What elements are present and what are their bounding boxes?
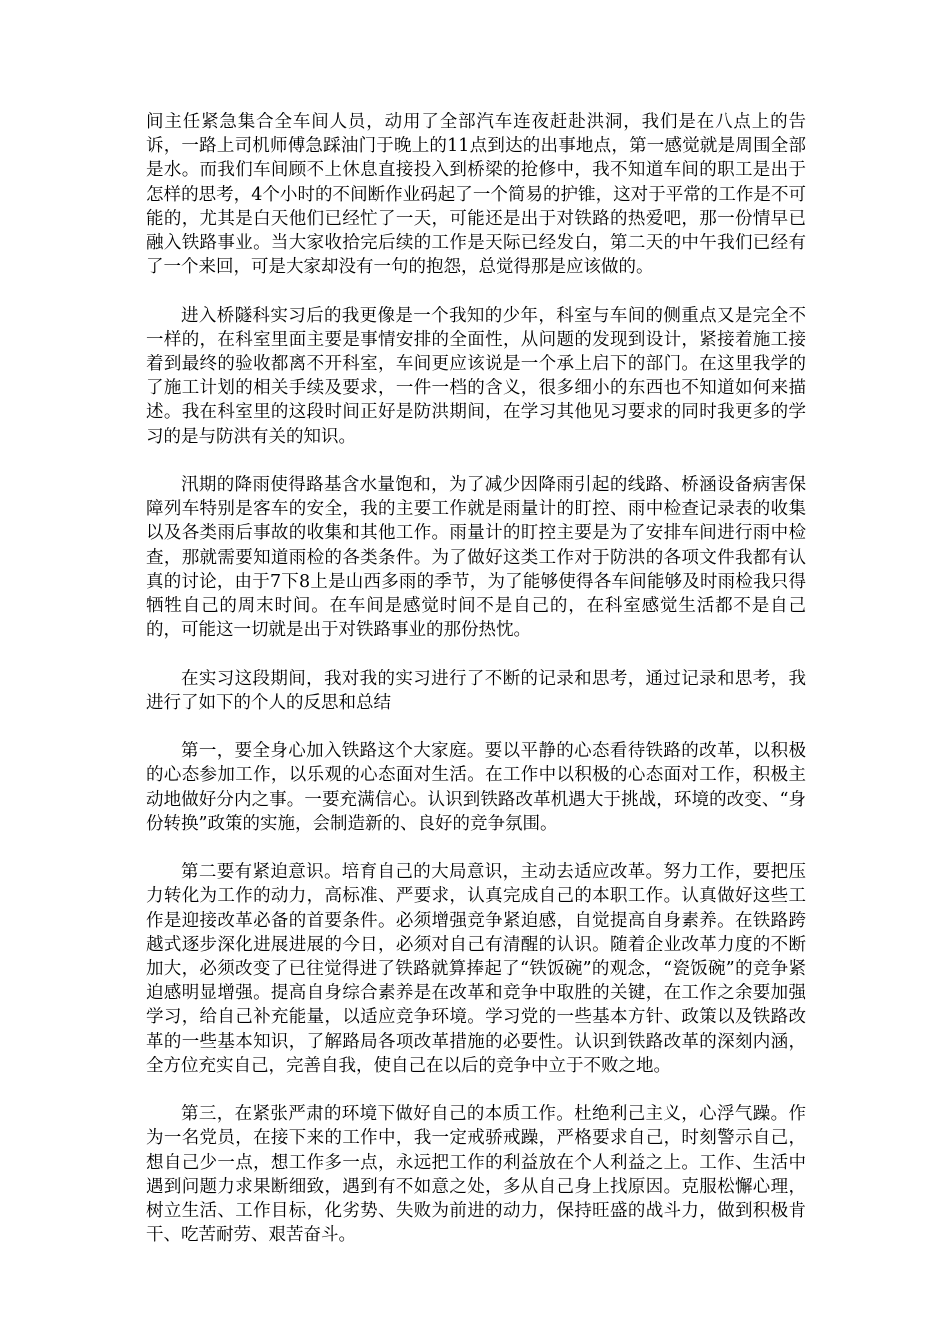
paragraph-4: 在实习这段期间，我对我的实习进行了不断的记录和思考，通过记录和思考，我进行了如下的个人的反思和总结 — [146, 668, 806, 713]
paragraph-7: 第三，在紧张严肃的环境下做好自己的本质工作。杜绝利己主义，心浮气躁。作为一名党员，在接下来的工作中，我一定戒骄戒躁，严格要求自己，时刻警示自己，想自己少一点，想工作多一点，永远把工作的利益放在个人利益之上。工作、生活中遇到问题力求果断细致，遇到有不如意之处，多从自己身上找原因。克服松懈心理，树立生活、工作目标，化劣势、失败为前进的动力，保持旺盛的战斗力，做到积极肯干、吃苦耐劳、艰苦奋斗。 — [146, 1104, 806, 1246]
paragraph-2: 进入桥隧科实习后的我更像是一个我知的少年，科室与车间的侧重点又是完全不一样的，在科室里面主要是事情安排的全面性，从问题的发现到设计，紧接着施工接着到最终的验收都离不开科室，车间更应该说是一个承上启下的部门。在这里我学的了施工计划的相关手续及要求，一件一档的含义，很多细小的东西也不知道如何来描述。我在科室里的这段时间正好是防洪期间，在学习其他见习要求的同时我更多的学习的是与防洪有关的知识。 — [146, 305, 806, 447]
paragraph-6: 第二要有紧迫意识。培育自己的大局意识，主动去适应改革。努力工作，要把压力转化为工作的动力，高标准、严要求，认真完成自己的本职工作。认真做好这些工作是迎接改革必备的首要条件。必须增强竞争紧迫感，自觉提高自身素养。在铁路跨越式逐步深化进展进展的今日，必须对自己有清醒的认识。随着企业改革力度的不断加大，必须改变了已往觉得进了铁路就算捧起了“铁饭碗”的观念，“瓷饭碗”的竞争紧迫感明显增强。提高自身综合素养是在改革和竞争中取胜的关键，在工作之余要加强学习，给自己补充能量，以适应竞争环境。学习党的一些基本方针、政策以及铁路改革的一些基本知识，了解路局各项改革措施的必要性。认识到铁路改革的深刻内涵，全方位充实自己，完善自我，使自己在以后的竞争中立于不败之地。 — [146, 862, 806, 1076]
document-page — [146, 110, 806, 1247]
paragraph-1: 间主任紧急集合全车间人员，动用了全部汽车连夜赶赴洪洞，我们是在八点上的告诉，一路上司机师傅急踩油门于晚上的11点到达的出事地点，第一感觉就是周围全部是水。而我们车间顾不上休息直接投入到桥梁的抢修中，我不知道车间的职工是出于怎样的思考，4个小时的不间断作业码起了一个简易的护锥，这对于平常的工作是不可能的，尤其是白天他们已经忙了一天，可能还是出于对铁路的热爱吧，那一份情早已融入铁路事业。当大家收拾完后续的工作是天际已经发白，第二天的中午我们已经有了一个来回，可是大家却没有一句的抱怨，总觉得那是应该做的。 — [146, 112, 806, 278]
paragraph-5: 第一，要全身心加入铁路这个大家庭。要以平静的心态看待铁路的改革，以积极的心态参加工作，以乐观的心态面对生活。在工作中以积极的心态面对工作，积极主动地做好分内之事。一要充满信心。认识到铁路改革机遇大于挑战，环境的改变、“身份转换”政策的实施，会制造新的、良好的竞争氛围。 — [146, 741, 806, 834]
paragraph-3: 汛期的降雨使得路基含水量饱和，为了减少因降雨引起的线路、桥涵设备病害保障列车特别是客车的安全，我的主要工作就是雨量计的盯控、雨中检查记录表的收集以及各类雨后事故的收集和其他工作。雨量计的盯控主要是为了安排车间进行雨中检查，那就需要知道雨检的各类条件。为了做好这类工作对于防洪的各项文件我都有认真的讨论，由于7下8上是山西多雨的季节，为了能够使得各车间能够及时雨检我只得牺牲自己的周末时间。在车间是感觉时间不是自己的，在科室感觉生活都不是自己的，可能这一切就是出于对铁路事业的那份热忱。 — [146, 475, 806, 641]
